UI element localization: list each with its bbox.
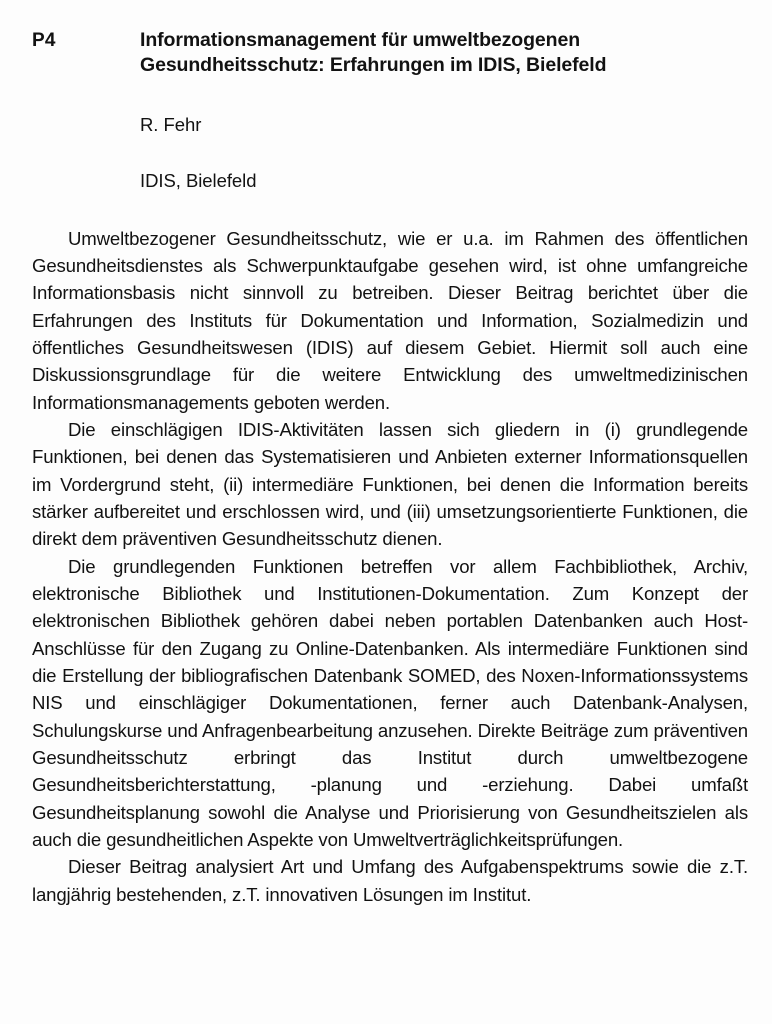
abstract-paragraph: Die grundlegenden Funktionen betreffen vor allem Fachbibliothek, Archiv, elektronische Bibliothek und Institutionen-Dokumentation. Zum Konzept der elektronischen Bibliothek gehören dabei neben portablen Datenbanken auch Host-Anschlüsse für den Zugang zu Online-Datenbanken. Als intermediäre Funktionen sind die Erstellung der bibliografischen Datenbank SOMED, des Noxen-Informationssystems NIS und einschlägiger Dokumentationen, ferner auch Datenbank-Analysen, Schulungskurse und Anfragenbearbeitung anzusehen. Direkte Beiträge zum präventiven Gesundheitsschutz erbringt das Institut durch umweltbezogene Gesundheitsberichterstattung, -planung und -erziehung. Dabei umfaßt Gesundheitsplanung sowohl die Analyse und Priorisierung von Gesundheitszielen als auch die gesundheitlichen Aspekte von Umweltverträglichkeitsprüfungen. <box>32 555 748 850</box>
author-name: R. Fehr <box>140 113 202 135</box>
author-affiliation: IDIS, Bielefeld <box>140 169 257 191</box>
paper-id: P4 <box>32 30 56 51</box>
abstract-paragraph: Die einschlägigen IDIS-Aktivitäten lassen sich gliedern in (i) grundlegende Funktionen, bei denen das Systematisieren und Anbieten externer Informationsquellen im Vordergrund steht, (ii) intermediäre Funktionen, bei denen die Information bereits stärker aufbereitet und erschlossen wird, und (iii) umsetzungsorientierte Funktionen, die direkt dem präventiven Gesundheitsschutz dienen. <box>32 419 748 550</box>
page-title <box>140 28 748 79</box>
abstract-paragraph: Dieser Beitrag analysiert Art und Umfang des Aufgabenspektrums sowie die z.T. langjährig bestehenden, z.T. innovativen Lösungen im Institut. <box>32 856 748 905</box>
page-title-line-1: Informationsmanagement für umweltbezogenen <box>140 29 581 51</box>
author-block <box>140 113 748 193</box>
page-title-line-2: Gesundheitsschutz: Erfahrungen im IDIS, Bielefeld <box>140 54 607 77</box>
abstract-paragraph: Umweltbezogener Gesundheitsschutz, wie er u.a. im Rahmen des öffentlichen Gesundheitsdienstes als Schwerpunktaufgabe gesehen wird, ist ohne umfangreiche Informationsbasis nicht sinnvoll zu betreiben. Dieser Beitrag berichtet über die Erfahrungen des Instituts für Dokumentation und Information, Sozialmedizin und öffentliches Gesundheitswesen (IDIS) auf diesem Gebiet. Hiermit soll auch eine Diskussionsgrundlage für die weitere Entwicklung des umweltmedizinischen Informationsmanagements geboten werden. <box>32 227 748 413</box>
abstract-body <box>32 225 748 908</box>
paper-header <box>32 28 748 79</box>
